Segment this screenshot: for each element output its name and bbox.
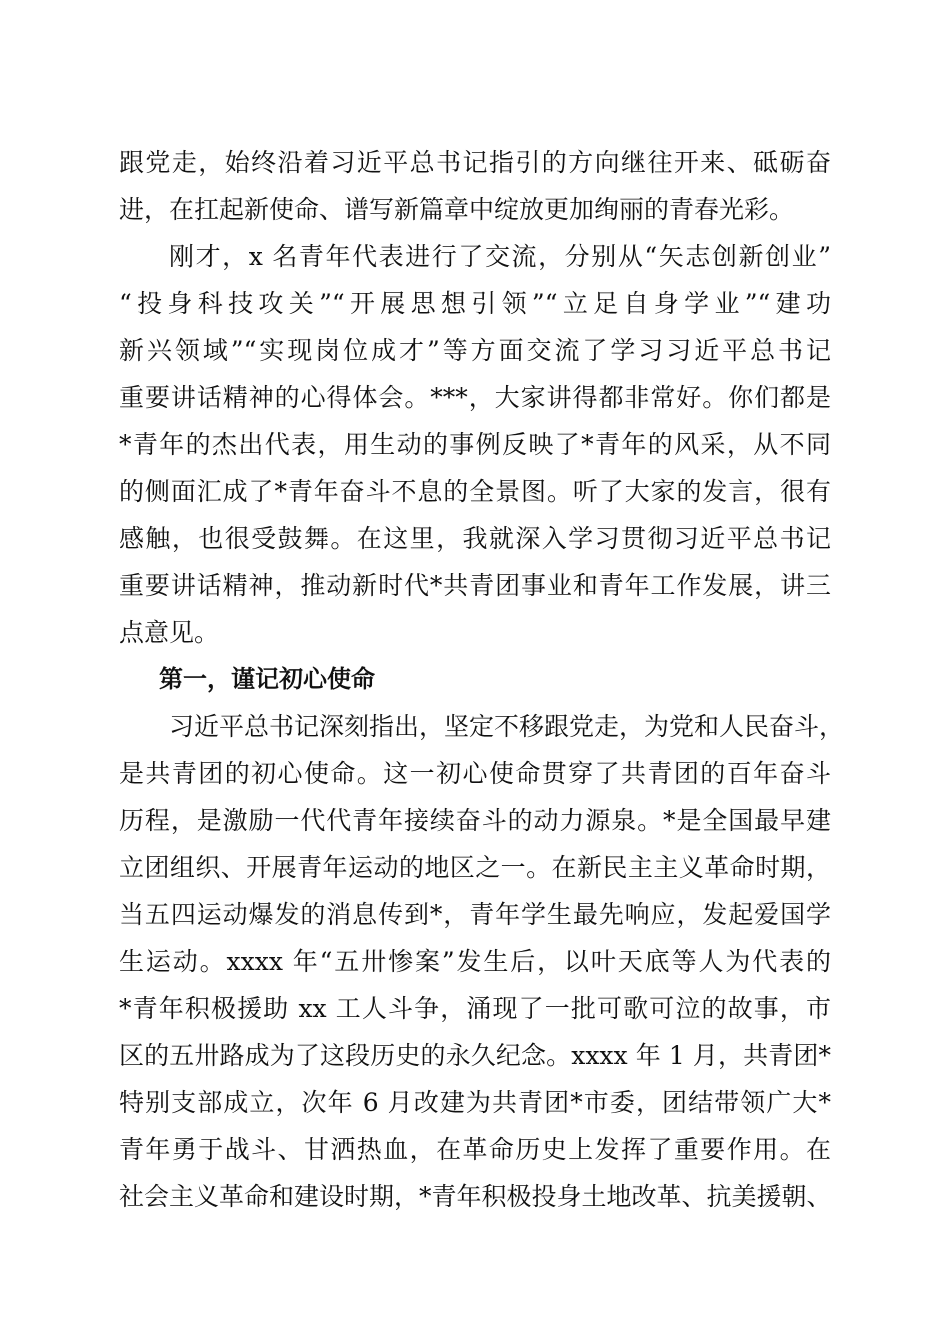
text-line: 立团组织、开展青年运动的地区之一。在新民主主义革命时期， <box>119 853 831 882</box>
text-line: 跟党走，始终沿着习近平总书记指引的方向继往开来、砥砺奋 <box>119 148 831 177</box>
text-line: 是共青团的初心使命。这一初心使命贯穿了共青团的百年奋斗 <box>119 759 831 788</box>
paragraph-mission <box>119 703 845 1220</box>
text-line: 刚才，x 名青年代表进行了交流，分别从“矢志创新创业” <box>169 242 831 271</box>
paragraph-youth-exchange <box>119 233 831 656</box>
text-line: 感触，也很受鼓舞。在这里，我就深入学习贯彻习近平总书记 <box>119 524 831 553</box>
text-line: *青年积极援助 xx 工人斗争，涌现了一批可歌可泣的故事，市 <box>119 994 831 1023</box>
text-line: 的侧面汇成了*青年奋斗不息的全景图。听了大家的发言，很有 <box>119 477 831 506</box>
text-line: 重要讲话精神的心得体会。***，大家讲得都非常好。你们都是 <box>119 383 831 412</box>
text-line: 进，在扛起新使命、谱写新篇章中绽放更加绚丽的青春光彩。 <box>119 195 795 224</box>
text-line: 历程，是激励一代代青年接续奋斗的动力源泉。*是全国最早建 <box>119 806 831 835</box>
text-line: 重要讲话精神，推动新时代*共青团事业和青年工作发展，讲三 <box>119 571 831 600</box>
text-line: 新兴领域”“实现岗位成才”等方面交流了学习习近平总书记 <box>119 336 831 365</box>
text-line: *青年的杰出代表，用生动的事例反映了*青年的风采，从不同 <box>119 430 831 459</box>
text-line: 特别支部成立，次年 6 月改建为共青团*市委，团结带领广大* <box>119 1088 831 1117</box>
text-line: 区的五卅路成为了这段历史的永久纪念。xxxx 年 1 月，共青团* <box>119 1041 831 1070</box>
text-line: 习近平总书记深刻指出，坚定不移跟党走，为党和人民奋斗， <box>169 712 845 741</box>
document-body <box>119 139 845 1220</box>
text-line: 生运动。xxxx 年“五卅惨案”发生后，以叶天底等人为代表的 <box>119 947 831 976</box>
text-line: 当五四运动爆发的消息传到*，青年学生最先响应，发起爱国学 <box>119 900 831 929</box>
section-heading: 第一，谨记初心使命 <box>159 665 375 693</box>
paragraph-continuation <box>119 139 831 233</box>
text-line: 社会主义革命和建设时期，*青年积极投身土地改革、抗美援朝、 <box>119 1182 832 1211</box>
text-line: 青年勇于战斗、甘洒热血，在革命历史上发挥了重要作用。在 <box>119 1135 831 1164</box>
text-line: 点意见。 <box>119 618 220 647</box>
text-line: “投身科技攻关”“开展思想引领”“立足自身学业”“建功 <box>119 289 831 318</box>
